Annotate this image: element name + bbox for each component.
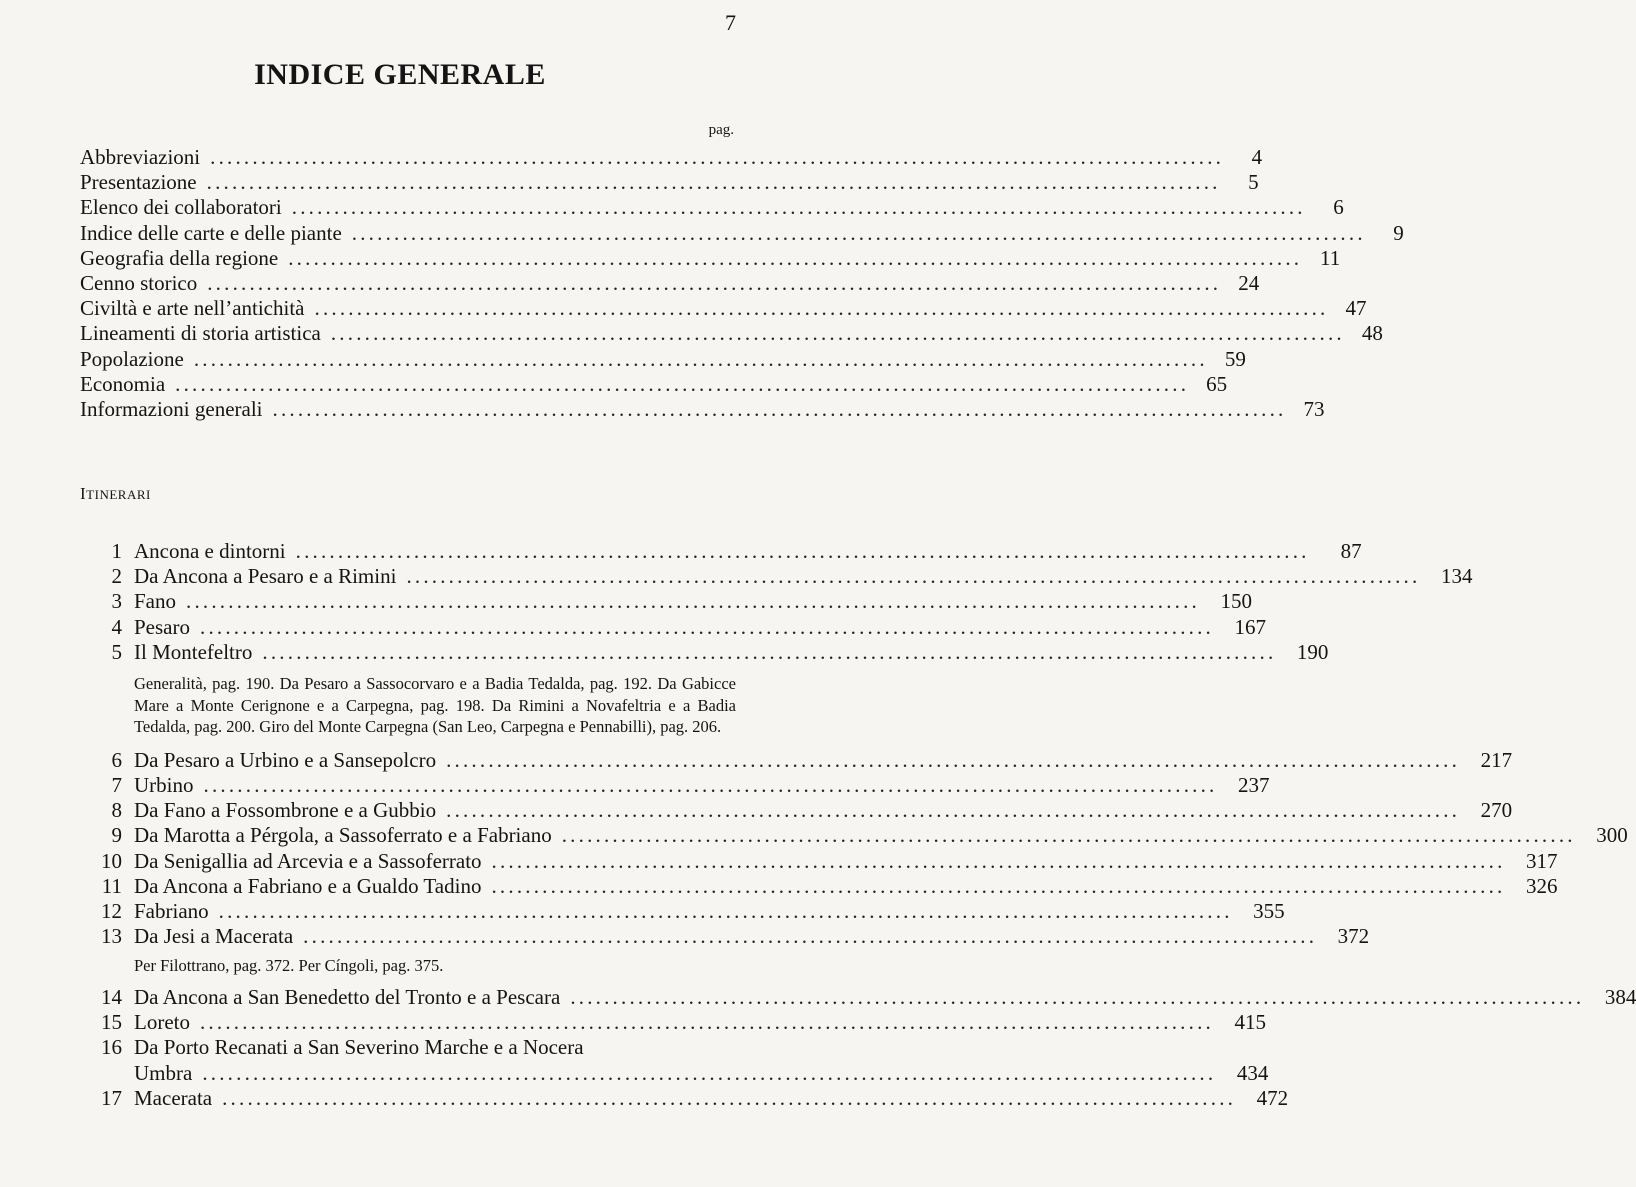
toc-entry[interactable]	[80, 170, 1259, 195]
itinerary-title: Da Ancona a Pesaro e a Rimini	[134, 564, 397, 589]
itinerary-page: 87	[1340, 539, 1362, 563]
leader-dots: ........................................................................................................................	[272, 396, 1287, 421]
itinerary-subnote: Per Filottrano, pag. 372. Per Cíngoli, pag. 375.	[134, 956, 444, 976]
itinerary-number: 4	[111, 614, 122, 639]
toc-entry-page: 47	[1345, 296, 1367, 321]
leader-dots: ........................................................................................................................	[207, 270, 1222, 295]
itinerary-title: Da Senigallia ad Arcevia e a Sassoferrato	[134, 848, 482, 873]
itinerary-entry[interactable]	[80, 1035, 736, 1060]
leader-dots: ........................................................................................................................	[303, 924, 1318, 949]
itinerary-page: 134	[1440, 564, 1473, 589]
leader-dots: ........................................................................................................................	[351, 220, 1366, 245]
leader-dots: ........................................................................................................................	[288, 245, 1303, 270]
toc-entry[interactable]	[80, 371, 1228, 397]
itinerari-list	[80, 539, 1636, 1111]
itinerary-number: 16	[101, 1035, 122, 1060]
itinerary-entry[interactable]	[80, 773, 1270, 798]
leader-dots: ........................................................................................................................	[314, 296, 1329, 321]
toc-entry-title: Abbreviazioni	[80, 145, 201, 169]
toc-entry[interactable]	[80, 321, 1383, 346]
itinerary-entry[interactable]	[80, 564, 1473, 589]
leader-dots: ........................................................................................................................	[330, 321, 1345, 346]
toc-entry-page: 5	[1248, 170, 1259, 195]
itinerary-title: Pesaro	[134, 614, 190, 639]
itinerari-heading-rest: TINERARI	[86, 487, 151, 502]
toc-entry-page: 4	[1251, 145, 1263, 169]
leader-dots: ........................................................................................................................	[203, 773, 1218, 797]
toc-entry-title: Geografia della regione	[80, 245, 279, 270]
leader-dots: ........................................................................................................................	[202, 1060, 1217, 1085]
itinerary-title: Da Pesaro a Urbino e a Sansepolcro	[134, 747, 437, 772]
toc-entry-page: 24	[1238, 270, 1260, 295]
itinerary-title: Da Ancona a San Benedetto del Tronto e a Pescara	[134, 985, 561, 1010]
itinerary-page: 355	[1253, 899, 1285, 924]
itinerary-number: 14	[101, 985, 122, 1010]
itinerary-page: 415	[1234, 1010, 1266, 1035]
itinerary-number: 10	[101, 848, 122, 873]
toc-entry-title: Presentazione	[80, 170, 197, 195]
toc-entry-page: 59	[1224, 346, 1246, 371]
pag-column-label: pag.	[708, 122, 734, 138]
itinerary-number: 6	[111, 747, 122, 772]
leader-dots: ........................................................................................................................	[570, 985, 1585, 1010]
toc-entry[interactable]	[80, 245, 1341, 271]
itinerary-entry[interactable]	[80, 1085, 1289, 1111]
itinerary-number: 1	[111, 539, 122, 563]
itinerary-title-line2: Umbra	[134, 1060, 193, 1085]
itinerary-entry[interactable]	[80, 924, 1370, 949]
toc-entry-title: Indice delle carte e delle piante	[80, 220, 342, 245]
leader-dots: ........................................................................................................................	[200, 614, 1214, 639]
leader-dots: ........................................................................................................................	[295, 539, 1310, 563]
toc-entry-page: 48	[1361, 321, 1383, 346]
itinerary-title: Fano	[134, 589, 176, 614]
itinerary-page: 434	[1236, 1060, 1269, 1085]
itinerary-entry[interactable]	[80, 639, 1329, 665]
itinerary-page: 384	[1604, 985, 1636, 1010]
leader-dots: ........................................................................................................................	[199, 1010, 1214, 1035]
leader-dots: ........................................................................................................................	[446, 747, 1461, 772]
leader-dots: ........................................................................................................................	[218, 899, 1233, 924]
page-number: 7	[725, 10, 736, 35]
toc-entry-page: 9	[1393, 220, 1404, 245]
itinerary-title: Fabriano	[134, 899, 209, 924]
leader-dots: ........................................................................................................................	[491, 848, 1506, 873]
leader-dots: ........................................................................................................................	[406, 564, 1421, 589]
leader-dots: ........................................................................................................................	[262, 639, 1277, 664]
toc-entry-page: 73	[1303, 396, 1325, 421]
itinerary-entry[interactable]	[80, 823, 1628, 848]
page-title: INDICE GENERALE	[254, 58, 546, 91]
toc-entry[interactable]	[80, 270, 1260, 296]
itinerary-page: 237	[1238, 773, 1270, 797]
leader-dots: ........................................................................................................................	[186, 589, 1200, 614]
itinerary-title: Urbino	[134, 773, 194, 797]
toc-entry[interactable]	[80, 396, 1325, 422]
itinerary-number: 5	[111, 639, 122, 664]
itinerary-entry[interactable]	[80, 1010, 1266, 1035]
itinerary-page: 167	[1234, 614, 1266, 639]
itinerary-number: 3	[111, 589, 122, 614]
toc-entry-page: 11	[1320, 245, 1341, 270]
itinerary-page: 217	[1480, 747, 1513, 772]
itinerary-title: Ancona e dintorni	[134, 539, 286, 563]
toc-entry-title: Cenno storico	[80, 270, 198, 295]
itinerary-entry[interactable]	[80, 747, 1513, 773]
itinerary-title: Da Porto Recanati a San Severino Marche e a Nocera	[134, 1035, 584, 1060]
leader-dots: ........................................................................................................................	[206, 170, 1221, 195]
itinerary-entry[interactable]	[80, 848, 1558, 874]
toc-entry-title: Informazioni generali	[80, 396, 263, 421]
toc-entry-title: Civiltà e arte nell’antichità	[80, 296, 305, 321]
itinerary-number: 2	[111, 564, 122, 589]
toc-entry-title: Elenco dei collaboratori	[80, 195, 282, 220]
itinerary-page: 317	[1526, 848, 1558, 873]
itinerary-page: 270	[1480, 798, 1513, 823]
itinerary-page: 326	[1525, 873, 1558, 898]
itinerary-title: Da Marotta a Pérgola, a Sassoferrato e a Fabriano	[134, 823, 552, 848]
toc-entry-title: Economia	[80, 371, 166, 396]
itinerary-page: 372	[1337, 924, 1370, 949]
general-toc-list	[80, 145, 1404, 422]
leader-dots: ........................................................................................................................	[193, 346, 1208, 371]
itinerary-entry[interactable]	[80, 614, 1266, 640]
itinerary-entry[interactable]	[80, 798, 1513, 823]
itinerari-heading-initial: I	[80, 484, 87, 503]
toc-entry[interactable]	[80, 346, 1246, 372]
itinerary-number: 17	[101, 1085, 122, 1110]
leader-dots: ........................................................................................................................	[291, 195, 1306, 220]
toc-entry[interactable]	[80, 296, 1367, 321]
leader-dots: ........................................................................................................................	[446, 798, 1461, 823]
leader-dots: ........................................................................................................................	[561, 823, 1576, 848]
itinerary-number: 13	[101, 924, 122, 949]
itinerary-entry[interactable]	[80, 899, 1285, 924]
toc-entry[interactable]	[80, 195, 1344, 220]
itinerary-number: 11	[101, 873, 122, 898]
toc-entry-page: 65	[1206, 371, 1228, 396]
itinerary-page: 190	[1296, 639, 1329, 664]
leader-dots: ........................................................................................................................	[222, 1085, 1237, 1110]
toc-entry-title: Lineamenti di storia artistica	[80, 321, 321, 346]
itinerary-number: 12	[101, 899, 122, 924]
itinerary-entry[interactable]	[80, 539, 1362, 564]
itinerary-page: 150	[1220, 589, 1252, 614]
itinerary-number: 7	[111, 773, 122, 797]
itinerary-title: Macerata	[134, 1085, 213, 1110]
itinerari-heading	[80, 484, 151, 504]
itinerary-entry[interactable]	[80, 589, 1252, 614]
itinerary-number: 8	[111, 798, 122, 823]
leader-dots: ........................................................................................................................	[175, 371, 1190, 396]
itinerary-title: Loreto	[134, 1010, 190, 1035]
itinerary-title: Da Ancona a Fabriano e a Gualdo Tadino	[134, 873, 482, 898]
toc-entry-page: 6	[1333, 195, 1344, 220]
toc-entry[interactable]	[80, 220, 1404, 246]
itinerary-page: 472	[1256, 1085, 1289, 1110]
itinerary-title: Il Montefeltro	[134, 639, 253, 664]
toc-entry-title: Popolazione	[80, 346, 184, 371]
itinerary-entry[interactable]	[80, 873, 1558, 899]
itinerary-title: Da Jesi a Macerata	[134, 924, 294, 949]
itinerary-title: Da Fano a Fossombrone e a Gubbio	[134, 798, 437, 823]
itinerary-page: 300	[1596, 823, 1628, 848]
itinerary-number: 15	[101, 1010, 122, 1035]
leader-dots: ........................................................................................................................	[210, 145, 1225, 169]
toc-entry[interactable]	[80, 145, 1263, 170]
itinerary-entry-continued[interactable]	[80, 1060, 1269, 1086]
itinerary-subnote: Generalità, pag. 190. Da Pesaro a Sassocorvaro e a Badia Tedalda, pag. 192. Da Gabicce Mare a Monte Cerignone e a Carpegna, pag. 198. Da Rimini a Novafeltria e a Badia Tedalda, pag. 200. Giro del Monte Carpegna (San Leo, Carpegna e Pennabilli), pag. 206.	[134, 674, 736, 737]
leader-dots: ........................................................................................................................	[491, 873, 1506, 898]
itinerary-entry[interactable]	[80, 985, 1636, 1010]
itinerary-number: 9	[111, 823, 122, 848]
